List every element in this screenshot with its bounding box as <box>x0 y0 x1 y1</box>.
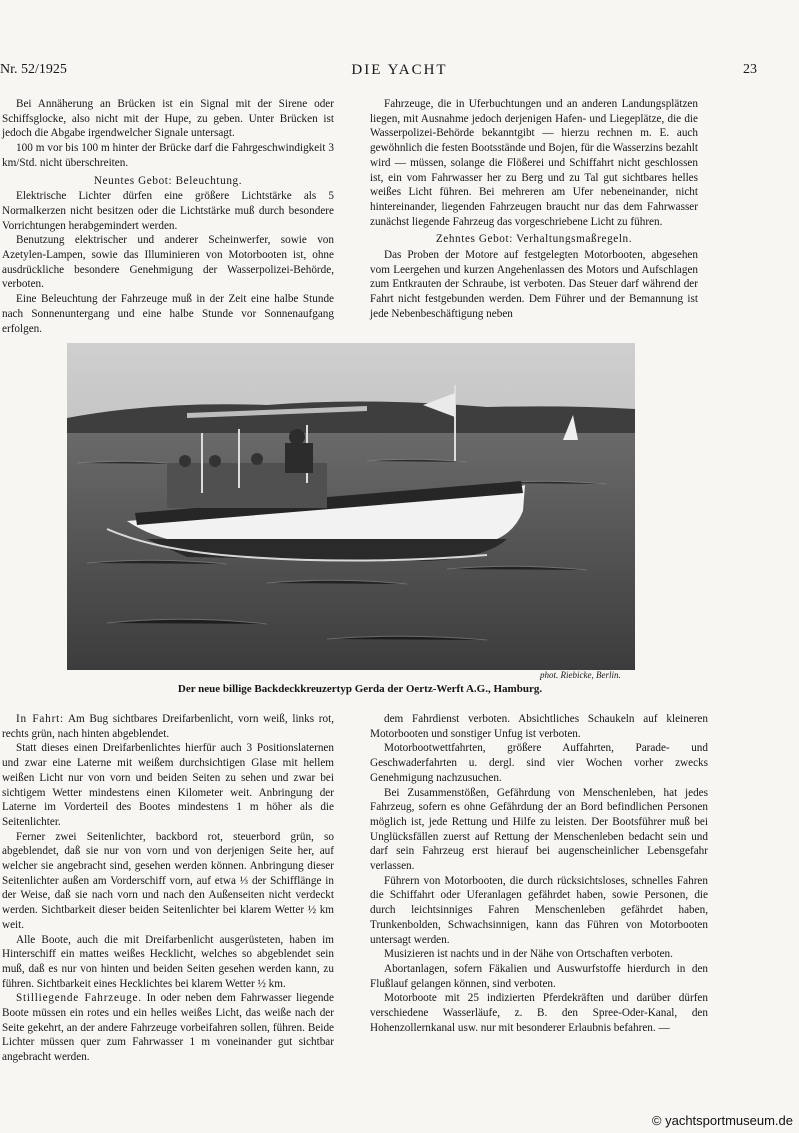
section-heading: Neuntes Gebot: Beleuchtung. <box>93 174 243 187</box>
boat-photo <box>67 343 635 670</box>
paragraph-lead: Stilliegende Fahrzeuge. <box>16 992 142 1005</box>
paragraph: Führern von Motorbooten, die durch rücksichtsloses, schnelles Fahren die Schiffahrt oder Uferanlagen gefährdet haben, sowie Personen, die durch leichtsinniges Fahren Menschenleben gefährdet haben, Trunkenbolden, Schwachsinnigen, kann das Führen von Motorbooten untersagt werden. <box>370 874 708 946</box>
column-bottom-left <box>2 712 334 1065</box>
boat-photo-image <box>67 343 635 670</box>
paragraph: 100 m vor bis 100 m hinter der Brücke darf die Fahrgeschwindigkeit 3 km/Std. nicht überschreiten. <box>2 142 334 169</box>
paragraph: Eine Beleuchtung der Fahrzeuge muß in der Zeit eine halbe Stunde nach Sonnenuntergang und eine halbe Stunde vor Sonnenaufgang erfolgen. <box>2 293 334 335</box>
paragraph: Fahrzeuge, die in Uferbuchtungen und an anderen Landungsplätzen liegen, mit Ausnahme jedoch derjenigen Hafen- und Liegeplätze, die die Wasserpolizei-Behörde bekanntgibt — hierzu rechnen m. E. auch gewöhnlich die festen Bootsstände und Bojen, für die Wasserzins bezahlt wird — müssen, solange die Flößerei und Schiffahrt nicht geschlossen ist, ein vom Fahrwasser her zu Berg und zu Tal gut sichtbares helles weißes Licht führen. Bei mehreren am Ufer nebeneinander, nicht hintereinander, liegenden Fahrzeugen braucht nur das dem Fahrwasser zunächst liegende Fahrzeug das vorgeschriebene Licht zu führen. <box>370 98 698 228</box>
photo-credit: phot. Riebicke, Berlin. <box>540 670 621 680</box>
section-heading: Zehntes Gebot: Verhaltungsmaßregeln. <box>435 233 633 246</box>
paragraph: Motorbootwettfahrten, größere Auffahrten, Parade- und Geschwaderfahrten u. dergl. sind vier Wochen vorher zwecks Genehmigung nachzusuchen. <box>370 742 708 784</box>
paragraph-lead: In Fahrt: <box>16 713 64 725</box>
column-bottom-right <box>370 712 708 1035</box>
paragraph: Motorboote mit 25 indizierten Pferdekräften und darüber dürfen verschiedene Wasserläufe, z. B. den Spree-Oder-Kanal, den Hohenzollernkanal usw. nur mit besonderer Erlaubnis befahren. — <box>370 992 708 1034</box>
paragraph: Statt dieses einen Dreifarbenlichtes hierfür auch 3 Positionslaternen und zwar eine Laterne mit weißem durchsichtigen Glase mit hellem weißen Licht nur von vorn und beiden Seiten zu sehen und zwar bei sichtigem Wetter mindestens einen Kilometer weit. Anbringung der Laterne im Vorderteil des Bootes mindestens 1 m höher als die Seitenlichter. <box>2 742 334 828</box>
paragraph: Alle Boote, auch die mit Dreifarbenlicht ausgerüsteten, haben im Hinterschiff ein mattes weißes Hecklicht, welches so abgeblendet sein muß, daß es nur von hinten und beiden Seiten gesehen werden kann, zu führen. Sichtbarkeit eines Hecklichtes bei klarem Wetter ½ km. <box>2 933 334 990</box>
paragraph: Bei Annäherung an Brücken ist ein Signal mit der Sirene oder Schiffsglocke, also nicht mit der Hupe, zu geben. Unter Brücken ist jedoch die Abgabe irgendwelcher Signale untersagt. <box>2 98 334 140</box>
paragraph <box>2 991 334 1065</box>
paragraph: Musizieren ist nachts und in der Nähe von Ortschaften verboten. <box>384 948 673 961</box>
figure-caption: Der neue billige Backdeckkreuzertyp Gerda der Oertz-Werft A.G., Hamburg. <box>177 683 543 695</box>
paragraph: Das Proben der Motore auf festgelegten Motorbooten, abgesehen vom Leergehen und kurzen Angehenlassen des Motors und Aufschlagen zum Entkrauten der Schraube, ist verboten. Das Steuer darf während der Fahrt nicht festgebunden werden. Dem Führer und der Bemannung ist jede Nebenbeschäftigung neben <box>370 249 698 320</box>
paragraph: Bei Zusammenstößen, Gefährdung von Menschenleben, hat jedes Fahrzeug, sofern es ohne Gefährdung der an Bord befindlichen Personen möglich ist, jede Rettung und Hilfe zu leisten. Der Bootsführer muß bei Unglücksfällen zuerst auf Rettung der Menschenleben bedacht sein und darf sein Fahrzeug erst hierauf bei augenscheinlicher Lebensgefahr verlassen. <box>370 786 708 873</box>
paragraph: Abortanlagen, sofern Fäkalien und Auswurfstoffe hierdurch in den Flußlauf gelangen können, sind verboten. <box>370 962 708 990</box>
page-number: 23 <box>743 62 757 77</box>
paragraph-text: In oder neben dem Fahrwasser liegende Boote müssen ein rotes und ein helles weißes Licht, das weiße nach der Seite gekehrt, an der andere Fahrzeuge vorbeifahren sollen, führen. Beide Lichter müssen quer zum Fahrwasser 1 m voneinander gut sichtbar angebracht werden. <box>2 992 334 1064</box>
paragraph <box>2 712 334 741</box>
issue-number: Nr. 52/1925 <box>0 62 67 77</box>
paragraph: Ferner zwei Seitenlichter, backbord rot, steuerbord grün, so abgeblendet, daß sie nur von vorn und von derjenigen Seite her, auf welcher sie angebracht sind, gesehen werden können. Anbringung dieser Seitenlichter außen am Vorderschiff vorn, auf etwa ⅓ der Schifflänge in der Weise, daß sie nach vorn und nach den Außenseiten nicht verdeckt werden. Sichtbarkeit dieser beiden Seitenlichter bei klarem Wetter ½ km weit. <box>2 830 334 931</box>
journal-title: DIE YACHT <box>351 62 448 78</box>
paragraph: dem Fahrdienst verboten. Absichtliches Schaukeln auf kleineren Motorbooten und sonstiger Unfug ist verboten. <box>370 713 708 740</box>
watermark: © yachtsportmuseum.de <box>651 1113 793 1128</box>
paragraph: Elektrische Lichter dürfen eine größere Lichtstärke als 5 Normalkerzen nicht besitzen oder die Lichtstärke muß durch besondere Vorrichtungen herabgemindert werden. <box>2 190 334 232</box>
paragraph-text: Am Bug sichtbares Dreifarbenlicht, vorn weiß, links rot, rechts grün, nach hinten abgeblendet. <box>2 713 334 740</box>
column-top-right <box>370 97 698 322</box>
column-top-left <box>2 97 334 336</box>
paragraph: Benutzung elektrischer und anderer Scheinwerfer, sowie von Azetylen-Lampen, sowie das Illuminieren von Motorbooten ist, ohne ausdrückliche besondere Genehmigung der Wasserpolizei-Behörde, verboten. <box>2 234 334 291</box>
